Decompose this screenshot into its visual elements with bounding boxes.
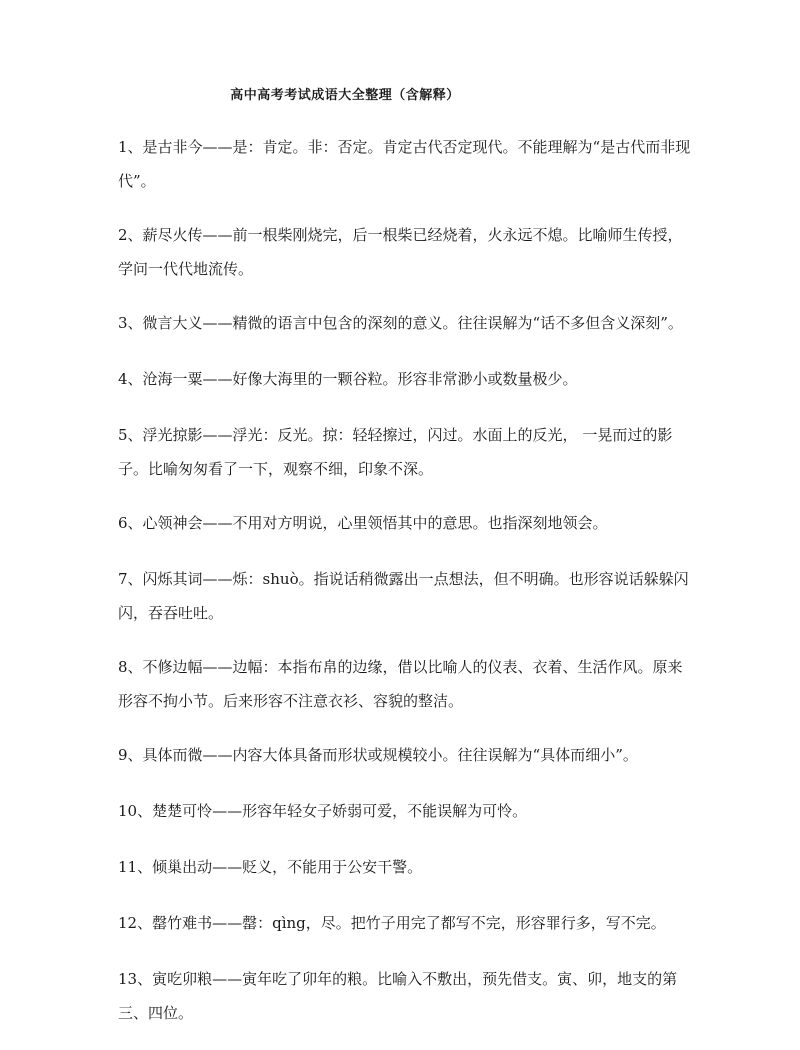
idiom-entry-3: 3、微言大义——精微的语言中包含的深刻的意义。往往误解为“话不多但含义深刻”。 bbox=[118, 314, 683, 332]
idiom-entry-5: 5、浮光掠影——浮光：反光。掠：轻轻擦过，闪过。水面上的反光， 一晃而过的影子。比喻匆匆看了一下，观察不细，印象不深。 bbox=[118, 426, 673, 478]
idiom-entry-7: 7、闪烁其词——烁：shuò。指说话稍微露出一点想法，但不明确。也形容说话躲躲闪闪，吞吞吐吐。 bbox=[118, 570, 689, 622]
idiom-entry-12: 12、罄竹难书——罄：qìng，尽。把竹子用完了都写不完，形容罪行多，写不完。 bbox=[118, 914, 666, 932]
idiom-entry-8: 8、不修边幅——边幅：本指布帛的边缘，借以比喻人的仪表、衣着、生活作风。原来形容不拘小节。后来形容不注意衣衫、容貌的整洁。 bbox=[118, 658, 683, 710]
idiom-entry-2: 2、薪尽火传——前一根柴刚烧完，后一根柴已经烧着，火永远不熄。比喻师生传授，学问一代代地流传。 bbox=[118, 226, 683, 278]
idiom-entry-1: 1、是古非今——是：肯定。非：否定。肯定古代否定现代。不能理解为“是古代而非现代”。 bbox=[118, 138, 691, 190]
idiom-entry-11: 11、倾巢出动——贬义，不能用于公安干警。 bbox=[118, 858, 423, 876]
document-title: 高中高考考试成语大全整理（含解释） bbox=[230, 88, 460, 103]
idiom-entry-4: 4、沧海一粟——好像大海里的一颗谷粒。形容非常渺小或数量极少。 bbox=[118, 370, 578, 388]
idiom-entry-13: 13、寅吃卯粮——寅年吃了卯年的粮。比喻入不敷出，预先借支。寅、卯，地支的第三、四位。 bbox=[118, 970, 678, 1022]
idiom-list bbox=[118, 130, 696, 1050]
idiom-entry-9: 9、具体而微——内容大体具备而形状或规模较小。往往误解为“具体而细小”。 bbox=[118, 746, 638, 764]
idiom-entry-10: 10、楚楚可怜——形容年轻女子娇弱可爱，不能误解为可怜。 bbox=[118, 802, 528, 820]
idiom-entry-6: 6、心领神会——不用对方明说，心里领悟其中的意思。也指深刻地领会。 bbox=[118, 514, 608, 532]
